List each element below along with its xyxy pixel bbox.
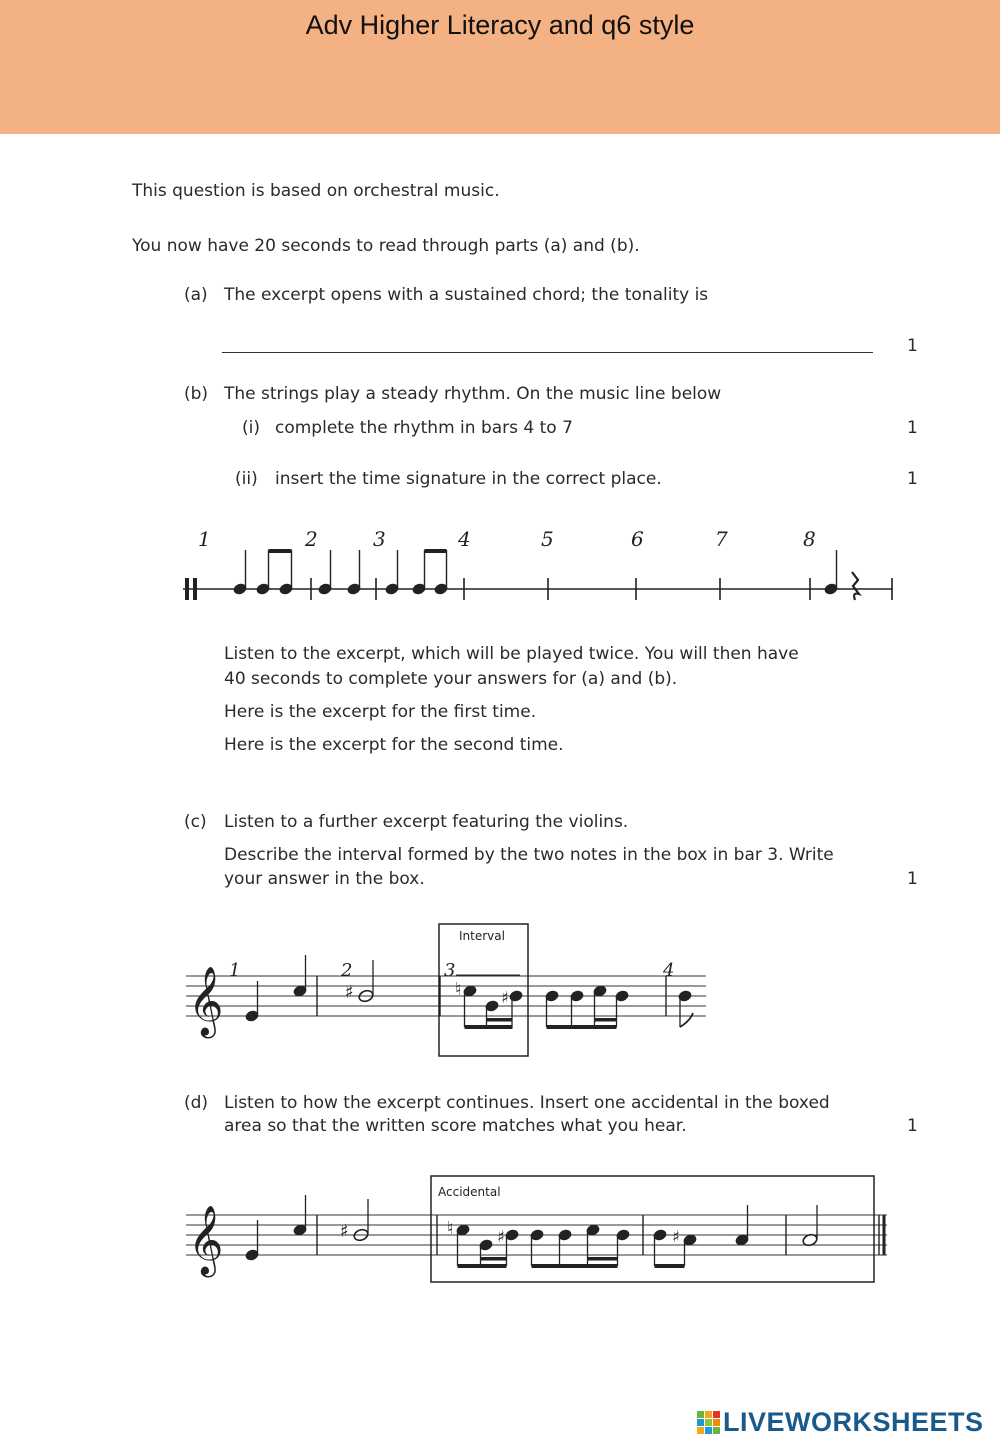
part-b-i-mark: 1 — [907, 418, 918, 438]
bar-number-5: 5 — [541, 527, 554, 551]
part-a-mark: 1 — [907, 336, 918, 356]
svg-text:♯: ♯ — [497, 1227, 505, 1246]
listen-line-4: Here is the excerpt for the second time. — [224, 735, 564, 755]
intro-line-1: This question is based on orchestral music. — [132, 181, 500, 201]
bar-number-1: 1 — [198, 527, 211, 551]
part-c-label: (c) — [184, 812, 207, 832]
bar-number-8: 8 — [803, 527, 816, 551]
c-bar-number-3: 3 — [444, 960, 456, 981]
bar-number-6: 6 — [631, 527, 644, 551]
part-b-i-label: (i) — [242, 418, 260, 438]
bar-number-4: 4 — [458, 527, 471, 551]
intro-line-2: You now have 20 seconds to read through parts (a) and (b). — [132, 236, 640, 256]
listen-line-3: Here is the excerpt for the first time. — [224, 702, 537, 722]
part-c-text-2: Describe the interval formed by the two notes in the box in bar 3. Write — [224, 845, 834, 865]
part-c-text-1: Listen to a further excerpt featuring the violins. — [224, 812, 629, 832]
part-a-label: (a) — [184, 285, 208, 305]
svg-text:♯: ♯ — [501, 988, 509, 1007]
score-c — [0, 915, 1000, 1065]
listen-line-1: Listen to the excerpt, which will be played twice. You will then have — [224, 644, 799, 664]
part-c-text-3: your answer in the box. — [224, 869, 425, 889]
part-b-i-text: complete the rhythm in bars 4 to 7 — [275, 418, 573, 438]
svg-text:♮: ♮ — [455, 979, 462, 1000]
score-d-notes — [245, 1195, 818, 1268]
interval-box[interactable] — [439, 924, 528, 1056]
part-a-text: The excerpt opens with a sustained chord; the tonality is — [224, 285, 709, 305]
part-b-ii-label: (ii) — [235, 469, 258, 489]
listen-line-2: 40 seconds to complete your answers for (a) and (b). — [224, 669, 678, 689]
svg-text:♯: ♯ — [340, 1221, 349, 1242]
accidental-box-label: Accidental — [438, 1185, 501, 1199]
c-bar-number-2: 2 — [341, 960, 353, 981]
part-d-text-1: Listen to how the excerpt continues. Insert one accidental in the boxed — [224, 1093, 830, 1113]
svg-text:♯: ♯ — [672, 1227, 680, 1246]
part-d-text-2: area so that the written score matches what you hear. — [224, 1116, 687, 1136]
brand-name: LIVEWORKSHEETS — [723, 1407, 984, 1437]
bar-number-3: 3 — [373, 527, 386, 551]
part-d-label: (d) — [184, 1093, 209, 1113]
svg-text:♯: ♯ — [345, 982, 354, 1003]
part-b-label: (b) — [184, 384, 209, 404]
treble-clef-icon: 𝄞 — [188, 1205, 224, 1275]
page-title: Adv Higher Literacy and q6 style — [305, 10, 695, 40]
part-a-answer-line[interactable] — [222, 352, 873, 353]
bar-number-7: 7 — [715, 527, 728, 551]
part-c-mark: 1 — [907, 869, 918, 889]
header-banner — [0, 0, 1000, 134]
percussion-clef — [185, 578, 189, 600]
liveworksheets-logo — [697, 1407, 997, 1437]
bar-number-2: 2 — [305, 527, 318, 551]
rhythm-score[interactable] — [0, 520, 1000, 610]
rhythm-notes — [233, 549, 859, 600]
treble-clef-icon: 𝄞 — [188, 966, 224, 1036]
part-d-mark: 1 — [907, 1116, 918, 1136]
part-b-ii-text: insert the time signature in the correct place. — [275, 469, 662, 489]
score-d — [0, 1165, 1000, 1295]
c-bar-number-4: 4 — [663, 960, 675, 981]
part-b-text: The strings play a steady rhythm. On the music line below — [224, 384, 722, 404]
logo-blocks-icon — [697, 1411, 721, 1435]
part-b-ii-mark: 1 — [907, 469, 918, 489]
c-bar-number-1: 1 — [229, 960, 241, 981]
score-c-notes — [245, 955, 693, 1029]
svg-text:♮: ♮ — [447, 1218, 454, 1239]
interval-box-label: Interval — [459, 929, 505, 943]
